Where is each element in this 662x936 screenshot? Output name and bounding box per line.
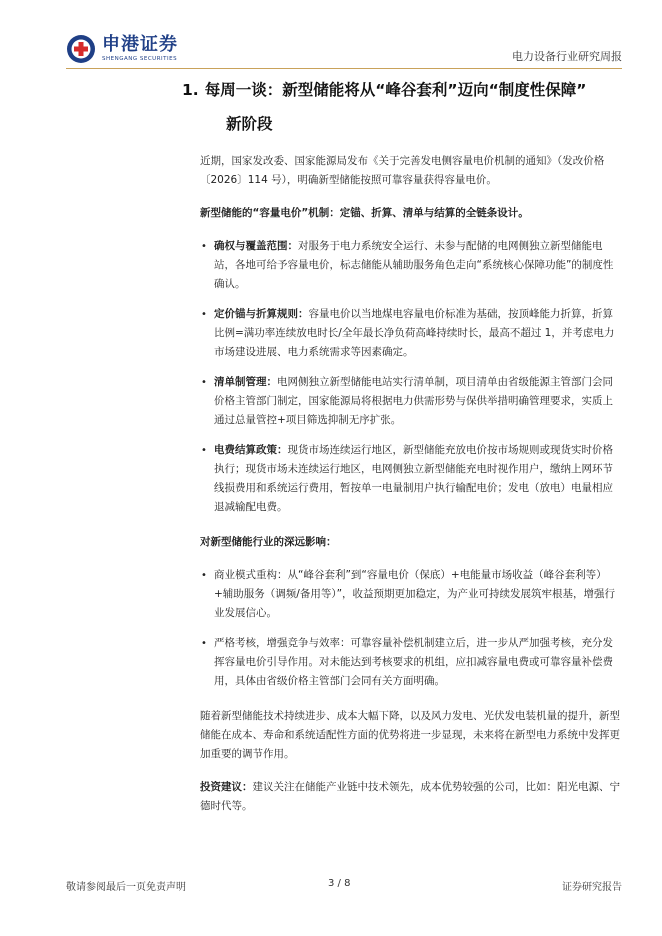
company-logo [66, 32, 178, 66]
article-body [200, 152, 620, 830]
bullet-text: 对服务于电力系统安全运行、未参与配储的电网侧独立新型储能电站，各地可给予容量电价，标志储能从辅助服务角色走向“系统核心保障功能”的制度性确认。 [214, 240, 614, 290]
logo-name-cn: 申港证券 [102, 34, 178, 55]
section2-heading: 对新型储能行业的深远影响： [200, 536, 337, 548]
bullet-label: 定价锚与折算规则： [214, 308, 309, 320]
section-title-line1: 每周一谈：新型储能将从“峰谷套利”迈向“制度性保障” [204, 81, 587, 99]
report-type: 电力设备行业研究周报 [512, 50, 622, 63]
section1-heading: 新型储能的“容量电价”机制：定锚、折算、清单与结算的全链条设计。 [200, 207, 529, 219]
bullet-text: 现货市场连续运行地区，新型储能充放电价按市场规则或现货实时价格执行；现货市场未连续运行地区，电网侧独立新型储能充电时视作用户，缴纳上网环节线损费用和系统运行费用，暂按单一电量制用户执行输配电价；发电（放电）电量相应退减输配电费。 [214, 444, 613, 513]
header-divider [66, 68, 622, 69]
investment-label: 投资建议： [200, 781, 253, 793]
logo-mark-icon [66, 34, 96, 64]
bullet-label: 清单制管理： [214, 376, 277, 388]
list-item [200, 441, 620, 517]
logo-name-en: SHENGANG SECURITIES [102, 56, 178, 62]
page-header [66, 28, 622, 70]
bullet-label: 电费结算政策： [214, 444, 288, 456]
investment-text: 建议关注在储能产业链中技术领先，成本优势较强的公司，比如：阳光电源、宁德时代等。 [200, 781, 620, 812]
list-item [200, 237, 620, 294]
investment-paragraph [200, 778, 620, 816]
list-item [200, 634, 620, 691]
list-item [200, 305, 620, 362]
list-item [200, 566, 620, 623]
bullet-text: 严格考核，增强竞争与效率：可靠容量补偿机制建立后，进一步从严加强考核，充分发挥容量电价引导作用。对未能达到考核要求的机组，应扣减容量电费或可靠容量补偿费用，具体由省级价格主管部门会同有关方面明确。 [214, 637, 613, 687]
page-number: 3 / 8 [328, 878, 351, 889]
conclusion-paragraph: 随着新型储能技术持续进步、成本大幅下降，以及风力发电、光伏发电装机量的提升，新型储能在成本、寿命和系统适配性方面的优势将进一步显现，未来将在新型电力系统中发挥更加重要的调节作用。 [200, 710, 620, 760]
intro-paragraph: 近期，国家发改委、国家能源局发布《关于完善发电侧容量电价机制的通知》（发改价格〔2026〕114 号），明确新型储能按照可靠容量获得容量电价。 [200, 155, 605, 186]
report-category: 证券研究报告 [562, 882, 622, 893]
section-title-line2: 新阶段 [226, 115, 273, 133]
bullet-text: 电网侧独立新型储能电站实行清单制，项目清单由省级能源主管部门会同价格主管部门制定，国家能源局将根据电力供需形势与保供举措明确管理要求，实质上通过总量管控+项目筛选抑制无序扩张。 [214, 376, 613, 426]
bullet-text: 容量电价以当地煤电容量电价标准为基础，按顶峰能力折算，折算比例=满功率连续放电时长/全年最长净负荷高峰持续时长，最高不超过 1，并考虑电力市场建设进展、电力系统需求等因素确定。 [214, 308, 615, 358]
bullet-label: 确权与覆盖范围： [214, 240, 298, 252]
section-number: 1. [182, 81, 199, 99]
disclaimer-note: 敬请参阅最后一页免责声明 [66, 882, 186, 893]
section-title [182, 76, 630, 104]
list-item [200, 373, 620, 430]
bullet-text: 商业模式重构：从“峰谷套利”到“容量电价（保底）+电能量市场收益（峰谷套利等）+辅助服务（调频/备用等）”，收益预期更加稳定，为产业可持续发展筑牢根基，增强行业发展信心。 [214, 569, 616, 619]
